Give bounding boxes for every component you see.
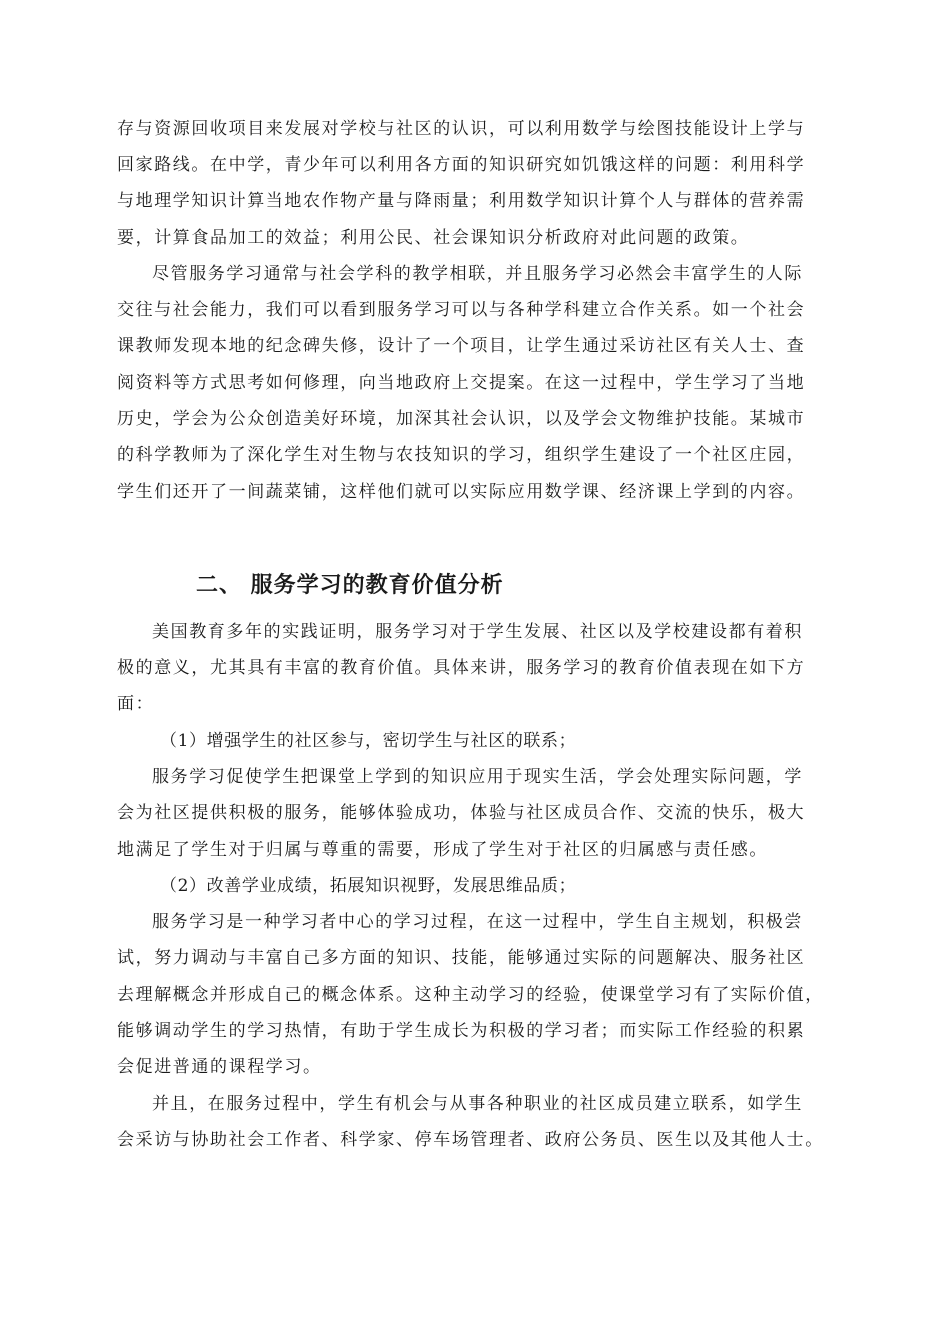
text-line: 极的意义，尤其具有丰富的教育价值。具体来讲，服务学习的教育价值表现在如下方 (117, 658, 806, 678)
text-line: 会促进普通的课程学习。 (117, 1057, 322, 1077)
text-line: 存与资源回收项目来发展对学校与社区的认识，可以利用数学与绘图技能设计上学与 (117, 119, 806, 139)
list-item-1: （1）增强学生的社区参与，密切学生与社区的联系； (160, 731, 577, 751)
text-line: 的科学教师为了深化学生对生物与农技知识的学习，组织学生建设了一个社区庄园， (117, 445, 806, 465)
text-line: 阅资料等方式思考如何修理，向当地政府上交提案。在这一过程中，学生学习了当地 (117, 373, 806, 393)
text-line: 美国教育多年的实践证明，服务学习对于学生发展、社区以及学校建设都有着积 (152, 622, 803, 642)
text-line: 与地理学知识计算当地农作物产量与降雨量；利用数学知识计算个人与群体的营养需 (117, 191, 806, 211)
list-item-2: （2）改善学业成绩，拓展知识视野，发展思维品质； (160, 876, 577, 896)
text-line: 历史，学会为公众创造美好环境，加深其社会认识，以及学会文物维护技能。某城市 (117, 409, 806, 429)
text-line: 服务学习促使学生把课堂上学到的知识应用于现实生活，学会处理实际问题，学 (152, 767, 803, 787)
text-line: 能够调动学生的学习热情，有助于学生成长为积极的学习者；而实际工作经验的积累 (117, 1021, 806, 1041)
section-heading: 二、 服务学习的教育价值分析 (196, 572, 504, 598)
text-line: 试，努力调动与丰富自己多方面的知识、技能，能够通过实际的问题解决、服务社区 (117, 948, 806, 968)
text-line: 要，计算食品加工的效益；利用公民、社会课知识分析政府对此问题的政策。 (117, 228, 750, 248)
text-line: 面： (117, 694, 155, 714)
text-line: 课教师发现本地的纪念碑失修，设计了一个项目，让学生通过采访社区有关人士、查 (117, 336, 806, 356)
text-line: 去理解概念并形成自己的概念体系。这种主动学习的经验，使课堂学习有了实际价值， (117, 985, 824, 1005)
text-line: 会为社区提供积极的服务，能够体验成功，体验与社区成员合作、交流的快乐，极大 (117, 803, 806, 823)
text-line: 交往与社会能力，我们可以看到服务学习可以与各种学科建立合作关系。如一个社会 (117, 300, 806, 320)
text-line: 尽管服务学习通常与社会学科的教学相联，并且服务学习必然会丰富学生的人际 (152, 264, 803, 284)
text-line: 并且，在服务过程中，学生有机会与从事各种职业的社区成员建立联系，如学生 (152, 1094, 803, 1114)
text-line: 会采访与协助社会工作者、科学家、停车场管理者、政府公务员、医生以及其他人士。 (117, 1130, 824, 1150)
text-line: 学生们还开了一间蔬菜铺，这样他们就可以实际应用数学课、经济课上学到的内容。 (117, 482, 806, 502)
text-line: 服务学习是一种学习者中心的学习过程，在这一过程中，学生自主规划，积极尝 (152, 912, 803, 932)
text-line: 地满足了学生对于归属与尊重的需要，形成了学生对于社区的归属感与责任感。 (117, 840, 768, 860)
text-line: 回家路线。在中学，青少年可以利用各方面的知识研究如饥饿这样的问题：利用科学 (117, 155, 806, 175)
